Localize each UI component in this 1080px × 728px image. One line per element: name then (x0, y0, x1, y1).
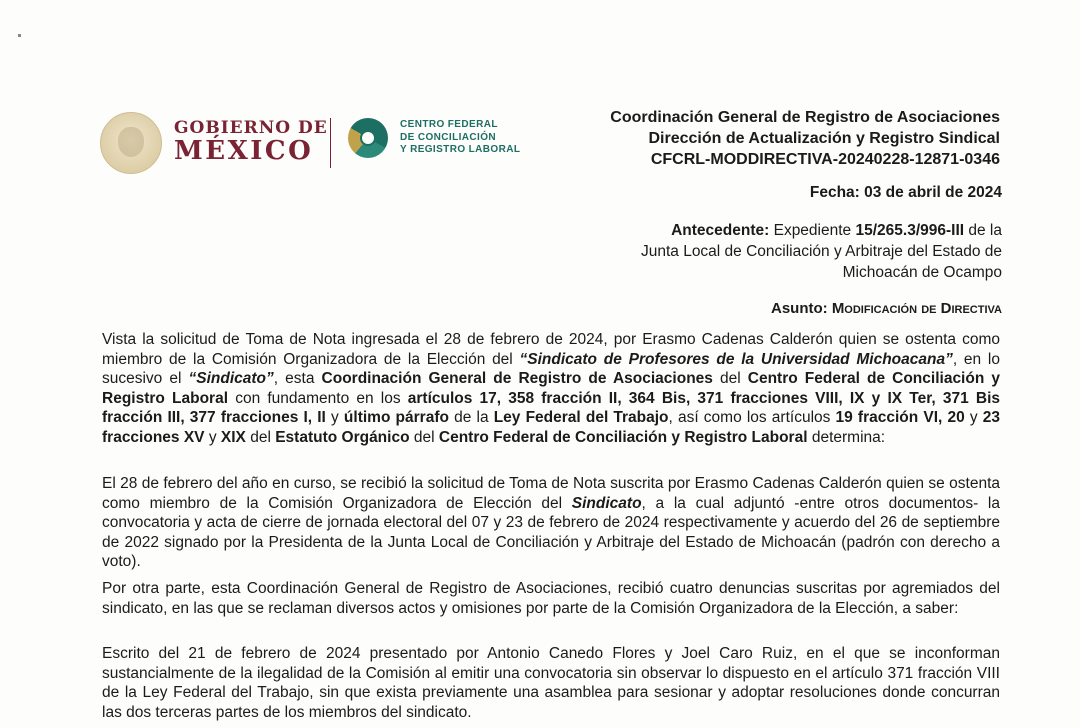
logo-divider (330, 118, 331, 168)
antecedente-line3: Michoacán de Ocampo (842, 264, 1002, 281)
gobierno-line2: MÉXICO (174, 136, 314, 167)
cfcrl-line3: Y REGISTRO LABORAL (400, 144, 521, 156)
issuer-header (610, 107, 1000, 170)
antecedente-label: Antecedente: (671, 222, 770, 239)
paragraph-escrito: Escrito del 21 de febrero de 2024 presentado por Antonio Canedo Flores y Joel Caro Ruiz, en el que se inconforman sustancialmente de la ilegalidad de la Comisión al emitir una convocatoria sin observar lo dispuesto en el artículo 371 fracción VIII de la Ley Federal del Trabajo, sin que exista previamente una asamblea para sesionar y adoptar resoluciones donde concurran las dos terceras partes de los miembros del sindicato. (102, 645, 1000, 721)
p2-text: El 28 de febrero del año en curso, se recibió la solicitud de Toma de Nota suscrita por Erasmo Cadenas Calderón quien se ostenta como miembro de la Comisión Organizadora de Elección del (102, 475, 1000, 512)
cfcrl-wordmark (400, 119, 520, 157)
gobierno-mexico-logo (100, 112, 328, 174)
gobierno-mexico-wordmark (174, 120, 328, 165)
p1-text: del (409, 428, 439, 446)
antecedente-text2: de la (964, 222, 1002, 239)
p1-text: del (245, 428, 276, 446)
p1-text: Vista la solicitud de Toma de Nota ingresada el 28 de febrero de 2024, por Erasmo Cadenas Calderón quien se ostenta como miembro de la Comisión Organizadora de la Elección del (102, 331, 1000, 368)
asunto-value: Modificación de Directiva (831, 300, 1002, 317)
cfcrl-line1: CENTRO FEDERAL (400, 119, 498, 131)
national-emblem-icon (100, 112, 162, 174)
asunto-line (771, 300, 1002, 317)
antecedente-block (532, 220, 1002, 283)
p1-text: con fundamento en los (228, 389, 408, 407)
p2-text: , a la cual adjuntó -entre otros documentos- la convocatoria y acta de cierre de jornada electoral del 07 y 23 de febrero de 2024 respectivamente y acuerdo del 26 de septiembre de 2022 signado por la Presidenta de la Junta Local de Conciliación y Arbitraje del Estado de Michoacán (padrón con derecho a voto). (102, 494, 1000, 570)
coordinacion-title: Coordinación General de Registro de Asociaciones (610, 109, 1000, 126)
expediente-number: 15/265.3/996-III (855, 222, 965, 239)
p1-sindicato-name: “Sindicato de Profesores de la Universidad Michoacana” (519, 350, 953, 368)
p1-text: , esta (273, 370, 322, 387)
p1-text: y (204, 428, 221, 446)
antecedente-text1: Expediente (769, 222, 856, 239)
paragraph-vista (102, 330, 1000, 447)
p1-fracciones: 23 fracciones XV (102, 409, 1000, 446)
p1-centro: Centro Federal de Conciliación y Registro Laboral (438, 428, 808, 446)
p1-text: de la (448, 409, 494, 426)
p1-text: y (964, 409, 983, 426)
p1-text: , así como los artículos (668, 409, 836, 426)
p1-ley: Ley Federal del Trabajo (493, 409, 669, 426)
p1-text: del (712, 370, 748, 387)
folio-number: CFCRL-MODDIRECTIVA-20240228-12871-0346 (650, 151, 1000, 168)
cfcrl-logo (348, 118, 520, 158)
document-date: Fecha: 03 de abril de 2024 (809, 184, 1002, 201)
p1-centro: Centro Federal de Conciliación y Registro Laboral (102, 370, 1000, 407)
p1-articulos: artículos 17, 358 fracción II, 364 Bis, 371 fracciones VIII, IX y IX Ter, 371 Bis fracción III, 377 fracciones I, II (102, 389, 1000, 426)
p1-coordinacion: Coordinación General de Registro de Asociaciones (321, 370, 713, 387)
direccion-title: Dirección de Actualización y Registro Sindical (648, 130, 1000, 147)
scan-mark (18, 34, 21, 37)
p1-articulos-estatuto: 19 fracción VI, 20 (835, 409, 965, 426)
paragraph-solicitud (102, 474, 1000, 572)
p1-ultimo-parrafo: último párrafo (343, 409, 449, 426)
p1-text: determina: (807, 428, 886, 446)
paragraph-denuncias: Por otra parte, esta Coordinación General de Registro de Asociaciones, recibió cuatro denuncias suscritas por agremiados del sindicato, en las que se reclaman diversos actos y omisiones por parte de la Comisión Organizadora de la Elección, a saber: (102, 580, 1000, 617)
asunto-label: Asunto: (770, 300, 828, 317)
gobierno-line1: GOBIERNO DE (174, 118, 328, 139)
p1-estatuto: Estatuto Orgánico (275, 428, 410, 446)
p1-text: , en lo sucesivo el (102, 350, 1000, 387)
cfcrl-line2: DE CONCILIACIÓN (400, 131, 496, 143)
p1-fraccion-xix: XIX (220, 428, 246, 446)
antecedente-line2: Junta Local de Conciliación y Arbitraje del Estado de (640, 243, 1002, 260)
p1-sindicato: “Sindicato” (188, 370, 274, 387)
cfcrl-emblem-icon (348, 118, 388, 158)
p2-sindicato: Sindicato (571, 494, 642, 512)
p1-text: y (325, 409, 344, 426)
